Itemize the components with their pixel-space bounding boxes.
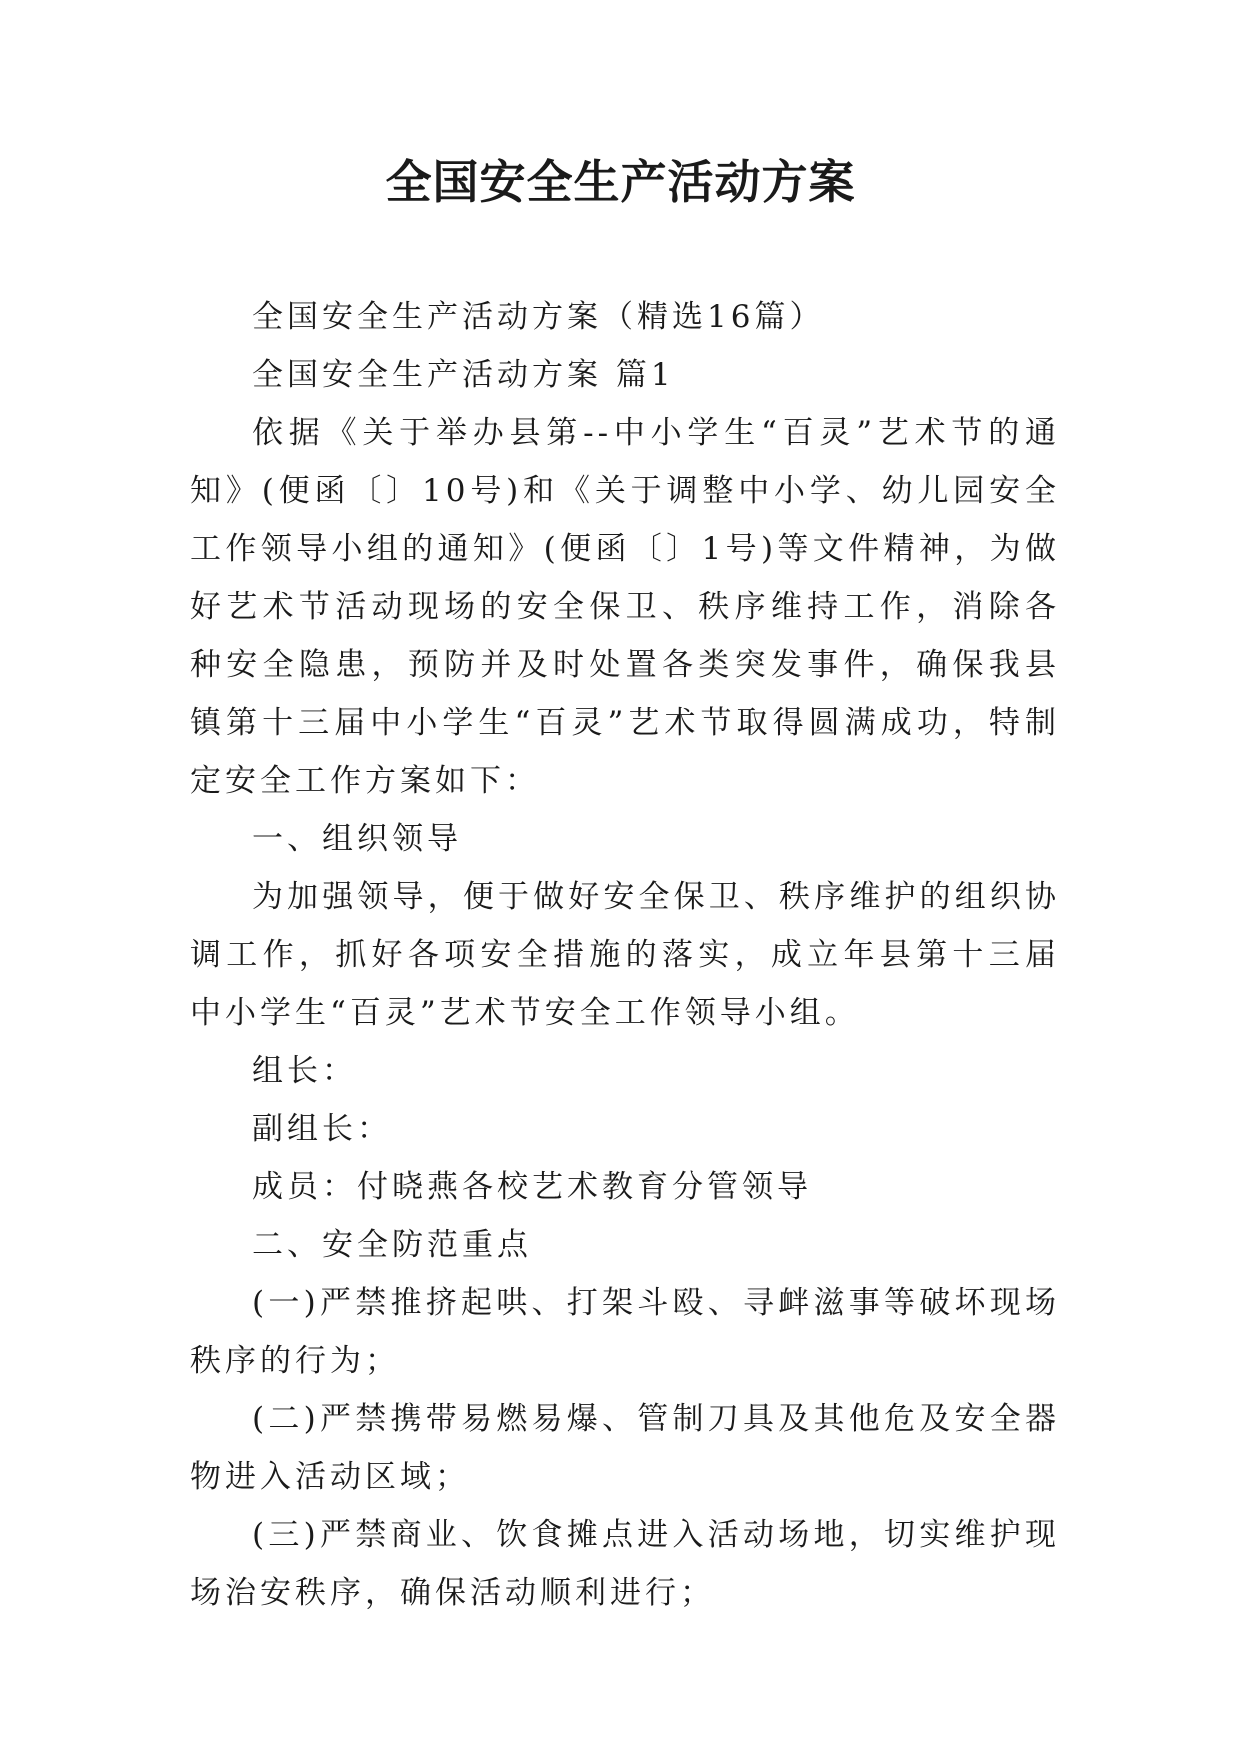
section-heading-organization: 一、组织领导 xyxy=(252,821,462,857)
paragraph-item-1: (一)严禁推挤起哄、打架斗殴、寻衅滋事等破坏现场秩序的行为； xyxy=(190,1285,1060,1379)
paragraph-article-heading: 全国安全生产活动方案 篇1 xyxy=(252,357,675,393)
document-body xyxy=(190,288,1060,1622)
paragraph-group-leader: 组长： xyxy=(252,1053,357,1089)
paragraph-item-3: (三)严禁商业、饮食摊点进入活动场地，切实维护现场治安秩序，确保活动顺利进行； xyxy=(190,1517,1060,1611)
paragraph-intro: 依据《关于举办县第--中小学生“百灵”艺术节的通知》(便函〔〕10号)和《关于调整中小学、幼儿园安全工作领导小组的通知》(便函〔〕1号)等文件精神，为做好艺术节活动现场的安全保卫、秩序维持工作，消除各种安全隐患，预防并及时处置各类突发事件，确保我县镇第十三届中小学生“百灵”艺术节取得圆满成功，特制定安全工作方案如下： xyxy=(190,415,1060,799)
paragraph-members: 成员：付晓燕各校艺术教育分管领导 xyxy=(252,1169,812,1205)
paragraph-collection-heading: 全国安全生产活动方案（精选16篇） xyxy=(252,299,825,335)
section-heading-safety-focus: 二、安全防范重点 xyxy=(252,1227,532,1263)
document-title: 全国安全生产活动方案 xyxy=(385,155,856,209)
paragraph-organization: 为加强领导，便于做好安全保卫、秩序维护的组织协调工作，抓好各项安全措施的落实，成立年县第十三届中小学生“百灵”艺术节安全工作领导小组。 xyxy=(190,879,1060,1031)
paragraph-item-2: (二)严禁携带易燃易爆、管制刀具及其他危及安全器物进入活动区域； xyxy=(190,1401,1060,1495)
paragraph-deputy-leader: 副组长： xyxy=(252,1111,392,1147)
